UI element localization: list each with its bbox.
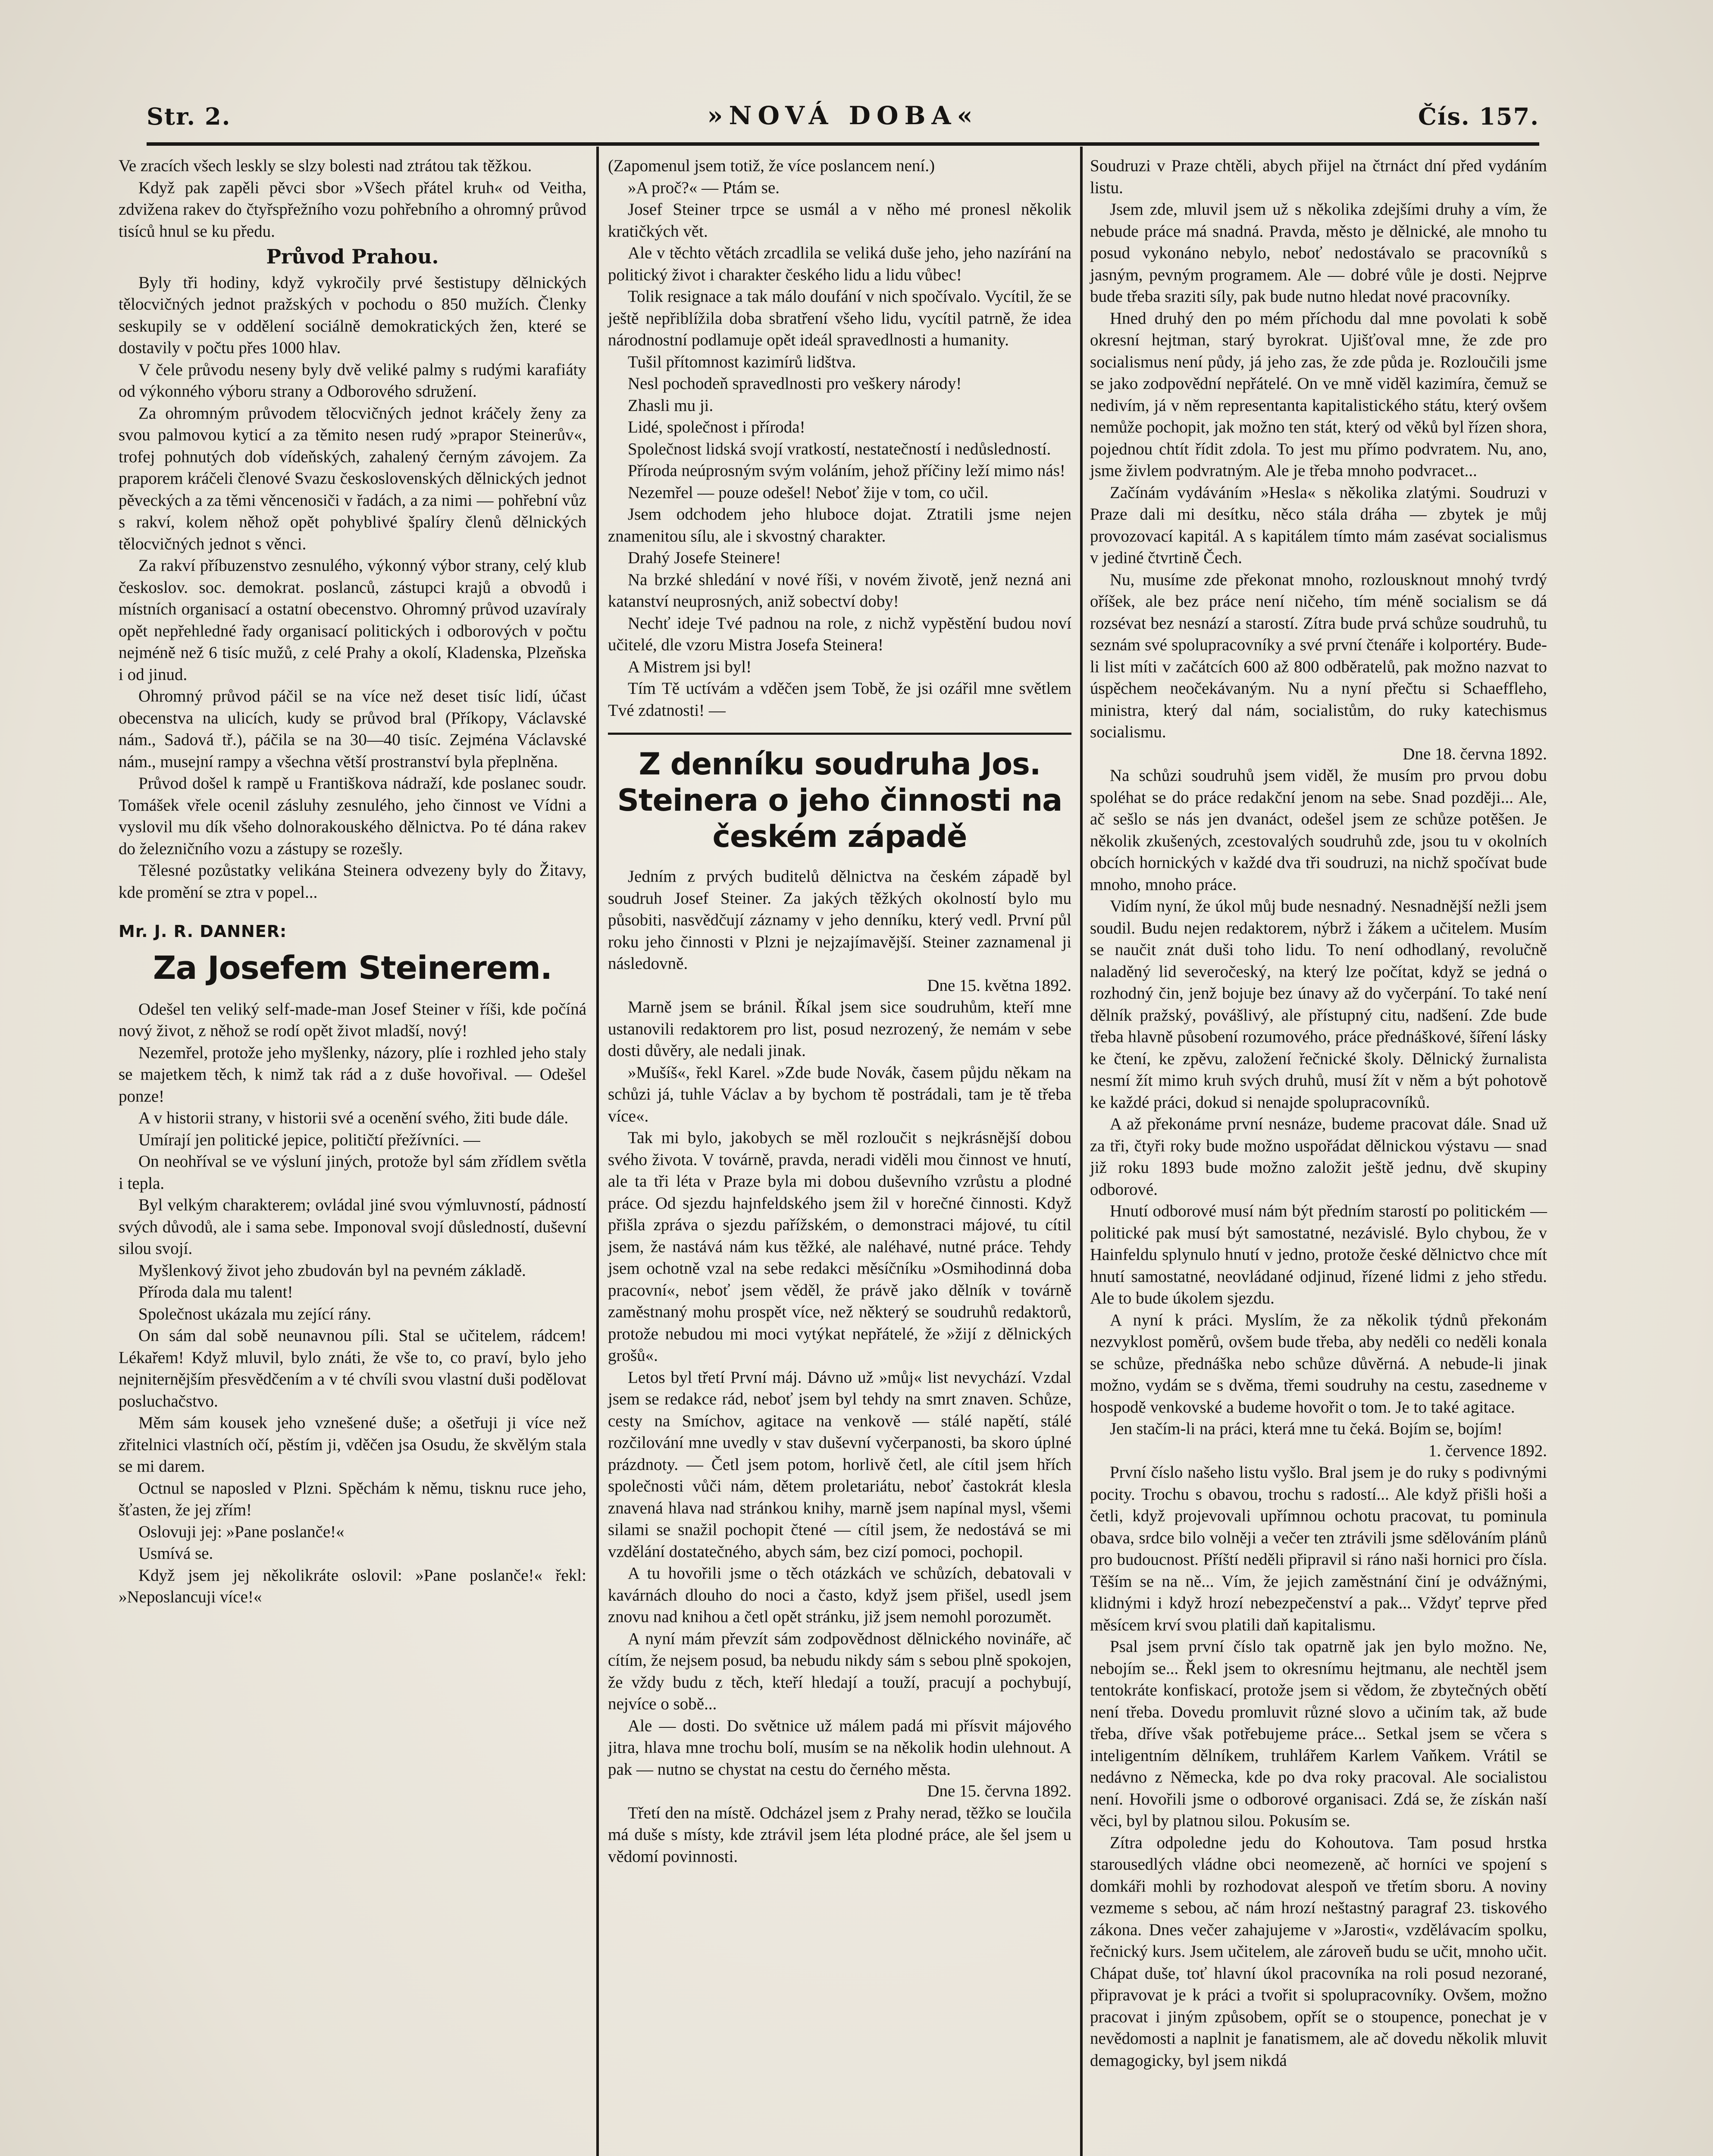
paragraph: Ohromný průvod páčil se na více než deset tisíc lidí, účast obecenstva na ulicích, kudy se průvod bral (Příkopy, Václavské nám., Sadová tř.), páčila se na 30—40 tisíc. Zejména Václavské nám., musejní rampy a všechna větší prostranství byla přeplněna. xyxy=(119,687,586,771)
paragraph: Tím Tě uctívám a vděčen jsem Tobě, že jsi ozářil mne světlem Tvé zdatnosti! — xyxy=(608,679,1071,720)
diary-entry xyxy=(1090,765,1547,1440)
paragraph: Myšlenkový život jeho zbudován byl na pevném základě. xyxy=(138,1261,526,1280)
paragraph: (Zapomenul jsem totiž, že více poslancem není.) xyxy=(608,157,935,175)
paragraph: On sám dal sobě neunavnou píli. Stal se učitelem, rádcem! Lékařem! Když mluvil, bylo znáti, že vše to, co praví, bylo jeho nejniternějším přesvědčením a v té chvíli svou vlastní duši podělovat posluchačstvo. xyxy=(119,1326,586,1410)
paragraph: Nezemřel, protože jeho myšlenky, názory, plíe i rozhled jeho staly se majetkem těch, k nimž tak rád a z duše hovořival. — Odešel ponze! xyxy=(119,1043,586,1106)
paragraph: Jen stačím-li na práci, která mne tu čeká. Bojím se, bojím! xyxy=(1110,1420,1503,1438)
diary-entry xyxy=(608,1802,1071,1868)
article-byline: Mr. J. R. DANNER: xyxy=(119,922,287,941)
page-header xyxy=(147,98,1539,133)
paragraph: Soudruzi v Praze chtěli, abych přijel na čtrnáct dní před vydáním listu. xyxy=(1090,157,1547,197)
paragraph: A až překonáme první nesnáze, budeme pracovat dále. Snad už za tři, čtyři roky bude možno uspořádat dělnickou výstavu — snad již roku 1893 bude možno založit ještě jednu, dvě skupiny odborové. xyxy=(1090,1115,1547,1199)
paragraph: Byly tři hodiny, když vykročily prvé šestistupy dělnických tělocvičných jednot pražských v pochodu o 850 mužích. Členky seskupily se v oddělení sociálně demokratických žen, které se dostavily v počtu přes 1000 hlav. xyxy=(119,273,586,357)
paragraph: Byl velkým charakterem; ovládal jiné svou výmluvností, pádností svých důvodů, ale i sama sebe. Imponoval svojí důsledností, duševní silou svojí. xyxy=(119,1196,586,1258)
diary-date: Dne 15. června 1892. xyxy=(927,1782,1071,1800)
procession-section xyxy=(119,272,586,904)
paragraph: Tak mi bylo, jakobych se měl rozloučit s nejkrásnější dobou svého života. V továrně, pravda, neradi viděli mou činnost ve hnutí, ale ta tři léta v Praze byla mi dobou duševního vzrůstu a plodné práce. Od sjezdu hajnfeldského jsem žil v horečné činnosti. Když přišla zpráva o sjezdu pařížském, o demonstraci májové, tu cítil jsem, že nastává nám kus těžké, ale naléhavé, nutné práce. Tehdy jsem ochotně vzal na sebe redakci měsíčníku »Osmihodinná doba pracovní«, neboť jsem věděl, že právě jako dělník v továrně zaměstnaný mohu prospět více, než některý se soudruhů redaktorů, protože nebudou mi moci vytýkat nepřátelé, že »žijí z dělnických grošů«. xyxy=(608,1128,1071,1365)
paragraph: Oslovuji jej: »Pane poslanče!« xyxy=(138,1522,344,1541)
paragraph: Letos byl třetí První máj. Dávno už »můj« list nevychází. Vzdal jsem se redakce rád, neboť jsem byl tehdy na smrt znaven. Schůze, cesty na Smíchov, agitace na venkově — stálé napětí, stálé rozčilování mne uvedly v stav duševní vyčerpanosti, ba skoro úplné prázdnoty. — Četl jsem potom, horlivě četl, ale cítil jsem hřích společnosti vůči nám, dětem proletariátu, neboť častokrát klesla znavená hlava nad stránkou knihy, marně jsem napínal mysl, všemi silami se snažil pochopit čtené — cítil jsem, že nedostává se mi vzdělání dostatečného, abych sám, bez cizí pomoci, pochopil. xyxy=(608,1368,1071,1561)
paragraph: Nesl pochodeň spravedlnosti pro veškery národy! xyxy=(628,374,962,393)
obituary-continuation xyxy=(608,155,1071,721)
paragraph: A v historii strany, v historii své a ocenění svého, žiti bude dále. xyxy=(138,1109,569,1127)
paragraph: Za rakví příbuzenstvo zesnulého, výkonný výbor strany, celý klub českoslov. soc. demokrat. poslanců, zástupci krajů a obvodů i místních organisací a ostatní obecenstvo. Ohromný průvod uzavíraly opět nepřehledné řady organisací politických i odborových v počtu nejméně než 6 tisíc mužů, z celé Prahy a okolí, Kladenska, Plzeňska i od jinud. xyxy=(119,556,586,684)
paragraph: Příroda neúprosným svým voláním, jehož příčiny leží mimo nás! xyxy=(628,461,1065,480)
paragraph: Hnutí odborové musí nám být předním starostí po politickém — politické pak musí být samostatné, nezávislé. Bylo chybou, že v Hainfeldu splynulo hnutí v jedno, protože české dělnictvo chce mít hnutí samostatné, neovládané odjinud, řízené lidmi z jeho středu. Ale to bude úkolem sjezdu. xyxy=(1090,1202,1547,1307)
column-1 xyxy=(119,155,586,1608)
paragraph: Když pak zapěli pěvci sbor »Všech přátel kruh« od Veitha, zdvižena rakev do čtyřspřežního vozu pohřebního a ohromný průvod tisíců hnul se ku předu. xyxy=(119,178,586,241)
paragraph: Ale — dosti. Do světnice už málem padá mi přísvit májového jitra, hlava mne trochu bolí, musím se na několik hodin ulehnout. A pak — nutno se chystat na cestu do černého města. xyxy=(608,1716,1071,1779)
diary-date: Dne 15. května 1892. xyxy=(927,976,1071,995)
paragraph: Příroda dala mu talent! xyxy=(138,1283,293,1301)
paragraph: Marně jsem se bránil. Říkal jsem sice soudruhům, kteří mne ustanovili redaktorem pro list, posud nezrozený, že nemám v sebe dosti důvěry, ale nedali jinak. xyxy=(608,998,1071,1060)
diary-entry xyxy=(1090,1462,1547,2071)
paragraph: Společnost ukázala mu zející rány. xyxy=(138,1304,372,1323)
section-subhead: Průvod Prahou. xyxy=(266,245,439,268)
paragraph: Když jsem jej několikráte oslovil: »Pane poslanče!« řekl: »Neposlancuji více!« xyxy=(119,1566,586,1606)
diary-entry xyxy=(608,997,1071,1780)
paragraph: Začínám vydáváním »Hesla« s několika zlatými. Soudruzi v Praze dali mi desítku, něco stála dráha — zbytek je můj provozovací kapitál. A s kapitálem tímto mám zasévat socialismus v jediné čtvrtině Čech. xyxy=(1090,483,1547,567)
paragraph: Odešel ten veliký self-made-man Josef Steiner v říši, kde počíná nový život, z něhož se rodí opět život mladší, nový! xyxy=(119,1000,586,1040)
diary-headline: Z denníku soudruha Jos. Steinera o jeho činnosti na českém západě xyxy=(617,746,1062,854)
paragraph: Ve zracích všech leskly se slzy bolesti nad ztrátou tak těžkou. xyxy=(119,157,532,175)
paragraph: Vidím nyní, že úkol můj bude nesnadný. Nesnadnější nežli jsem soudil. Budu nejen redaktorem, nýbrž i žákem a učitelem. Musím se naučit znát duši toho lidu. To není odhodlaný, revolučně naladěný lid severočeský, na který lze počítat, když se jedná o rozhodný čin, jenž bojuje bez únavy až do vyčerpání. To také není dělník pražský, povášlivý, ale přístupný citu, nadšení. Zde bude třeba hlavně působení rozumového, práce přednáškové, šíření lásky ke čtení, ke zpěvu, založení řečnické školy. Dělnický žurnalista nesmí žít mimo kruh svých druhů, musí žít v něm a být pohotově ke každé práci, dokud si nenajde spolupracovníků. xyxy=(1090,897,1547,1112)
paragraph: Lidé, společnost i příroda! xyxy=(628,418,805,436)
paragraph: Společnost lidská svojí vratkostí, nestatečností i nedůsledností. xyxy=(628,439,1051,458)
paragraph: Drahý Josefe Steinere! xyxy=(628,548,781,567)
issue-number-label: Čís. 157. xyxy=(1418,103,1539,130)
column-divider-right xyxy=(1080,147,1083,2156)
paragraph: On neohříval se ve výsluní jiných, protože byl sám zřídlem světla i tepla. xyxy=(119,1152,586,1193)
paragraph: Na brzké shledání v nové říši, v novém životě, jenž nezná ani katanství neuprosných, aniž sobectví doby! xyxy=(608,570,1071,611)
paragraph: Octnul se naposled v Plzni. Spěchám k němu, tisknu ruce jeho, šťasten, že jej zřím! xyxy=(119,1479,586,1519)
paragraph: A Mistrem jsi byl! xyxy=(628,657,752,676)
paragraph: A nyní mám převzít sám zodpovědnost dělnického novináře, ač cítím, že nejsem posud, ba nebudu nikdy sám s sebou plně spokojen, že vždy budu z těch, kteří hledají a touží, pracují a pochybují, nejvíce o sobě... xyxy=(608,1629,1071,1713)
header-rule xyxy=(147,142,1539,146)
paragraph: Ale v těchto větách zrcadlila se veliká duše jeho, jeho nazírání na politický život i charakter českého lidu a lidu vůbec! xyxy=(608,244,1071,284)
newspaper-masthead: »NOVÁ DOBA« xyxy=(707,101,979,130)
paragraph: Tušil přítomnost kazimírů lidštva. xyxy=(628,352,856,371)
article-headline: Za Josefem Steinerem. xyxy=(153,949,552,987)
paragraph: Nechť ideje Tvé padnou na role, z nichž vypěstění budou noví učitelé, dle vzoru Mistra Josefa Steinera! xyxy=(608,614,1071,654)
paragraph: Nezemřel — pouze odešel! Neboť žije v tom, co učil. xyxy=(628,483,989,502)
paragraph: Měm sám kousek jeho vznešené duše; a ošetřuji ji více než zřitelnici vlastních očí, pěstím ji, vděčen jsa Osudu, že skvělým stala se mi darem. xyxy=(119,1413,586,1476)
paragraph: A nyní k práci. Myslím, že za několik týdnů překonám nezvyklost poměrů, ovšem bude třeba, aby neděli co neděli konala se schůze, přednáška nebo schůze důvěrná. A nebude-li jinak možno, vydám se s dvěma, třemi soudruhy na cestu, zasedneme v hospodě venkovské a budeme hovořit o tom. Je to také agitace. xyxy=(1090,1310,1547,1416)
column-2 xyxy=(608,155,1071,1868)
paragraph: Jedním z prvých buditelů dělnictva na českém západě byl soudruh Josef Steiner. Za jakých těžkých okolností bylo mu působiti, nasvědčují záznamy v jeho denníku, který vedl. První půl roku jeho činnosti v Plzni je nejzajímavější. Steiner zaznamenal ji následovně. xyxy=(608,867,1071,973)
paragraph: Průvod došel k rampě u Františkova nádraží, kde poslanec soudr. Tomášek vřele ocenil zásluhy zesnulého, jeho činnost ve Vídni a vyslovil mu dík všeho dolnorakouského dělnictva. Po té dána rakev do železničního vozu a zástupy se rozešly. xyxy=(119,774,586,858)
paragraph: Nu, musíme zde překonat mnoho, rozlousknout mnohý tvrdý oříšek, ale bez práce není ničeho, tím méně socialism se dá rozsévat bez nesnází a starostí. Zítra bude prvá schůze soudruhů, tu seznám své spolupracovníky a své první čtenáře i kolportéry. Bude-li list míti v začátcích 600 až 800 odběratelů, pak možno nazvat to úspěchem neočekávaným. Nu a nyní přečtu si Schaeffleho, ministra, který dal nám, socialistům, do ruky katechismus socialismu. xyxy=(1090,570,1547,741)
paragraph: Josef Steiner trpce se usmál a v něho mé pronesl několik kratičkých vět. xyxy=(608,200,1071,241)
paragraph: Za ohromným průvodem tělocvičných jednot kráčely ženy za svou palmovou kyticí a za těmito nesen rudý »prapor Steinerův«, trofej pohnutých dob vídeňských, zahalený černým závojem. Za praporem kráčeli členové Svazu československých dělnických jednot pěveckých a za těmi věncenosiči v řadách, a za nimi — pohřební vůz s rakví, kolem něhož opět pohyblivé špalíry členů dělnických tělocvičných jednot s věnci. xyxy=(119,404,586,553)
article-separator xyxy=(608,733,1071,735)
paragraph: Hned druhý den po mém příchodu dal mne povolati k sobě okresní hejtman, starý byrokrat. Ujišťoval mne, že zde pro socialismus není půdy, já jeho zas, že zde půda je. Rozloučili jsme se jako zodpovědní nepřátelé. On ve mně viděl kazimíra, čemuž se nedivím, já v něm representanta kapitalistického státu, který ovšem nemůže pochopit, jak možno ten stát, který od věků byl řízen shora, pojednou chtít řídit zdola. To jest mu přímo podvratem. Nu, ano, jsme živlem podvratným. Ale je třeba mnoho podvracet... xyxy=(1090,309,1547,480)
paragraph: První číslo našeho listu vyšlo. Bral jsem je do ruky s podivnými pocity. Trochu s obavou, trochu s radostí... Ale když přišli hoši a četli, když projevovali upřímnou ochotu pracovat, tu pominula obava, srdce bilo volněji a večer ten ztrávili jsme sdělováním plánů pro budoucnost. Příští neděli připravil si ráno naši hornici pro čísla. Těším se na ně... Vím, že jejich zaměstnání činí je odvážnými, klidnými i když hrozí nebezpečenství a pak... Vždyť teprve před měsícem krví svou platili daň kapitalismu. xyxy=(1090,1463,1547,1634)
paragraph: A tu hovořili jsme o těch otázkách ve schůzích, debatovali v kavárnách dlouho do noci a často, když jsem přišel, usedl jsem znovu nad knihou a četl opět stránku, již jsem nemohl porozumět. xyxy=(608,1564,1071,1626)
paragraph: Umírají jen politické jepice, političtí přežívníci. — xyxy=(138,1130,480,1149)
paragraph: Třetí den na místě. Odcházel jsem z Prahy nerad, těžko se loučila má duše s místy, kde ztrávil jsem léta plodné práce, ale šel jsem u vědomí povinnosti. xyxy=(608,1803,1071,1866)
paragraph: Zítra odpoledne jedu do Kohoutova. Tam posud hrstka starousedlých vládne obci neomezeně, ač horníci ve spojení s domkáři mohli by rozhodovat alespoň ve třetím sboru. A noviny vezmeme s sebou, ač nám hrozí neštastný paragraf 23. tiskového zákona. Dnes večer zahajujeme v »Jarosti«, vzdělávacím spolku, řečnický kurs. Jsem učitelem, ale zároveň budu se učit, mnoho učit. Chápat duše, toť hlavní úkol pracovníka na roli posud nezorané, připravovat je k práci a tvořit si spolupracovníky. Ovšem, možno pracovat i jiným způsobem, opřít se o stoupence, ponechat je v nevědomosti a naplnit je fanatismem, ale ač dovedu několik mluvit demagogicky, byl jsem nikdá xyxy=(1090,1833,1547,2070)
paragraph: »A proč?« — Ptám se. xyxy=(628,178,780,197)
paragraph: Na schůzi soudruhů jsem viděl, že musím pro prvou dobu spoléhat se do práce redakční jenom na sebe. Snad později... Ale, ač sešlo se nás jen dvanáct, odešel jsem ze schůze potěšen. Je několik zkušených, zcestovalých soudruhů zde, jsou tu v okolních obcích hornických v každé dva tři soudruzi, na nichž spočívat bude mnoho, mnoho práce. xyxy=(1090,766,1547,894)
col1-intro xyxy=(119,155,586,242)
paragraph: Zhasli mu ji. xyxy=(628,396,714,415)
paragraph: Tělesné pozůstatky velikána Steinera odvezeny byly do Žitavy, kde promění se ztra v popel... xyxy=(119,861,586,902)
paragraph: Jsem odchodem jeho hluboce dojat. Ztratili jsme nejen znamenitou sílu, ale i skvostný charakter. xyxy=(608,505,1071,545)
paragraph: V čele průvodu neseny byly dvě veliké palmy s rudými karafiáty od výkonného výboru strany a Odborového sdružení. xyxy=(119,360,586,401)
paragraph: Usmívá se. xyxy=(138,1544,213,1563)
paragraph: Psal jsem první číslo tak opatrně jak jen bylo možno. Ne, nebojím se... Řekl jsem to okresnímu hejtmanu, ale nechtěl jsem tentokráte konfiskací, protože jsem si vědom, že zbytečných obětí není třeba. Dovedu promluvit různé slovo a učiním tak, až bude třeba, dříve však potřebujeme práce... Setkal jsem se včera s inteligentním dělníkem, truhlářem Karlem Vaňkem. Vrátil se nedávno z Německa, kde po dva roky pracoval. Ale socialistou není. Hovořili jsme o odborové organisaci. Zdá se, že získán naší věci, byl by platnou silou. Pokusím se. xyxy=(1090,1637,1547,1830)
paragraph: »Mušíš«, řekl Karel. »Zde bude Novák, časem půjdu někam na schůzi já, tuhle Václav a by bychom tě postrádali, tam je tě třeba více«. xyxy=(608,1063,1071,1125)
diary-date: Dne 18. června 1892. xyxy=(1403,744,1547,763)
page-number-label: Str. 2. xyxy=(147,103,231,130)
diary-continuation xyxy=(1090,155,1547,743)
column-divider-left xyxy=(596,147,599,2156)
paragraph: Jsem zde, mluvil jsem už s několika zdejšími druhy a vím, že nebude práce má snadná. Pravda, město je dělnické, ale mnoho tu posud vykonáno nebylo, neboť nedostávalo se pracovníků s jasným, pevným programem. Ale — dobré vůle je dosti. Nejprve bude třeba sraziti síly, pak bude nutno hledat nové pracovníky. xyxy=(1090,200,1547,306)
obituary-article xyxy=(119,999,586,1608)
column-3 xyxy=(1090,155,1547,2071)
paragraph: Tolik resignace a tak málo doufání v nich spočívalo. Vycítil, že se ještě nepřiblížila doba sbratření všeho lidu, vycítil patrně, že idea národnostní podlamuje opět ideál spravedlnosti a humanity. xyxy=(608,287,1071,349)
diary-date: 1. července 1892. xyxy=(1428,1441,1547,1460)
